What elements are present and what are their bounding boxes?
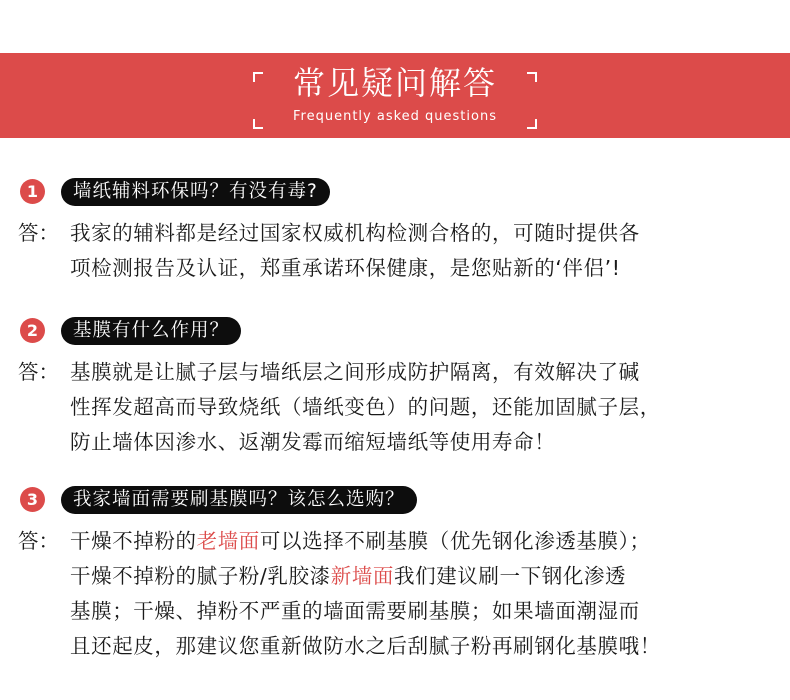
answer-text: 我们建议刷一下钢化渗透 xyxy=(394,564,627,588)
answer-line: 性挥发超高而导致烧纸（墙纸变色）的问题，还能加固腻子层， xyxy=(70,395,661,419)
answer-line: 基膜；干燥、掉粉不严重的墙面需要刷基膜；如果墙面潮湿而 xyxy=(70,599,640,623)
answer-line xyxy=(70,524,651,559)
answer-label: 答： xyxy=(18,529,59,553)
answer-label: 答： xyxy=(18,360,59,384)
question-number-3: 3 xyxy=(20,487,45,512)
answer-line: 基膜就是让腻子层与墙纸层之间形成防护隔离，有效解决了碱 xyxy=(70,360,640,384)
question-number-1: 1 xyxy=(20,179,45,204)
question-text-3: 我家墙面需要刷基膜吗？该怎么选购？ xyxy=(61,486,417,514)
answer-text: 干燥不掉粉的腻子粉/乳胶漆 xyxy=(70,564,331,588)
answer-line xyxy=(70,559,626,594)
question-text-2: 基膜有什么作用？ xyxy=(61,317,241,345)
faq-banner xyxy=(0,53,790,138)
banner-subtitle: Frequently asked questions xyxy=(293,109,497,124)
question-number-2: 2 xyxy=(20,318,45,343)
answer-line: 项检测报告及认证，郑重承诺环保健康，是您贴新的‘伴侣’! xyxy=(70,256,621,280)
answer-text: 可以选择不刷基膜（优先钢化渗透基膜）； xyxy=(259,529,651,553)
answer-line: 我家的辅料都是经过国家权威机构检测合格的，可随时提供各 xyxy=(70,221,640,245)
banner-title: 常见疑问解答 xyxy=(292,64,497,102)
question-text-1: 墙纸辅料环保吗？有没有毒? xyxy=(61,178,330,206)
answer-label: 答： xyxy=(18,221,59,245)
highlight-old-wall: 老墙面 xyxy=(196,529,260,553)
answer-line: 防止墙体因渗水、返潮发霉而缩短墙纸等使用寿命！ xyxy=(70,430,556,454)
answer-line: 且还起皮，那建议您重新做防水之后刮腻子粉再刷钢化基膜哦！ xyxy=(70,634,661,658)
answer-text: 干燥不掉粉的 xyxy=(70,529,197,553)
highlight-new-wall: 新墙面 xyxy=(330,564,395,588)
